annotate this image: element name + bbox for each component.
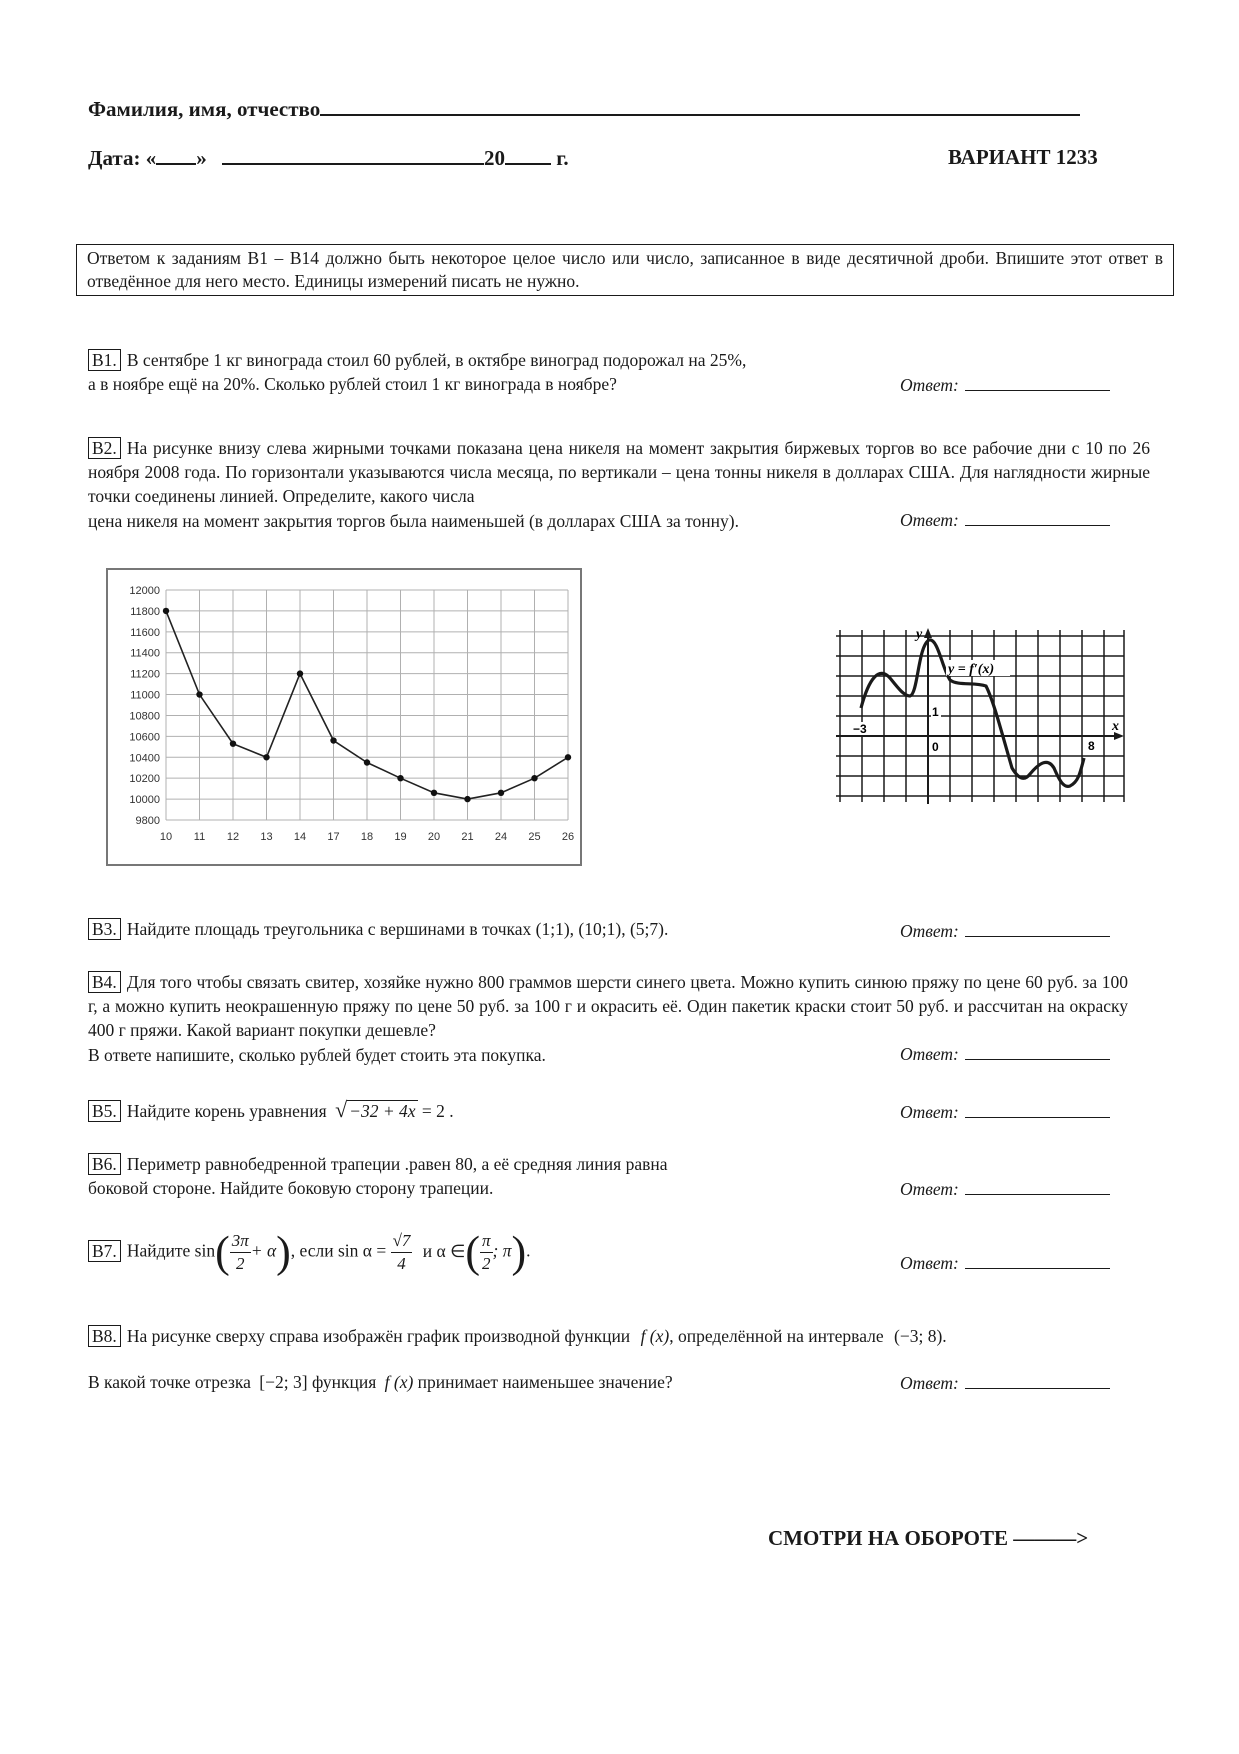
answer-b8 bbox=[900, 1372, 1110, 1394]
answer-label: Ответ: bbox=[900, 1373, 959, 1393]
task-b4 bbox=[88, 970, 1128, 1042]
b2-text: На рисунке внизу слева жирными точками показана цена никеля на момент закрытия биржевых торгов во все рабочие дни с 10 по 26 ноября 2008 года. По горизонтали указываются числа месяца, по вертикали – цена тонны никеля в долларах США. Для наглядности жирные точки соединены линией. Определите, какого числа bbox=[88, 438, 1150, 506]
paren-open: ( bbox=[215, 1227, 230, 1277]
b6-line1: Периметр равнобедренной трапеции .равен 80, а её средняя линия равна bbox=[126, 1154, 668, 1174]
task-label-b3: B3. bbox=[88, 918, 121, 940]
data-point bbox=[196, 691, 202, 697]
x-tick-label: 12 bbox=[226, 831, 240, 843]
data-point bbox=[330, 737, 336, 743]
answer-field-b1[interactable] bbox=[965, 374, 1110, 391]
nickel-price-chart bbox=[106, 568, 582, 866]
y-tick-label: 10000 bbox=[129, 794, 160, 807]
task-label-b5: B5. bbox=[88, 1100, 121, 1122]
answer-field-b8[interactable] bbox=[965, 1372, 1110, 1389]
x-tick-label: 10 bbox=[159, 831, 173, 843]
answer-field-b3[interactable] bbox=[965, 920, 1110, 937]
instruction-text: Ответом к заданиям B1 – B14 должно быть некоторое целое число или число, записанное в виде десятичной дроби. Впишите этот ответ в отведённое для него место. Единицы измерений писать не нужно. bbox=[87, 248, 1163, 291]
data-point bbox=[297, 670, 303, 676]
x-tick-label: 26 bbox=[561, 831, 575, 843]
answer-field-b4[interactable] bbox=[965, 1043, 1110, 1060]
b7-and: и α ∈ bbox=[422, 1240, 466, 1261]
graph-func-label: y = f′(x) bbox=[948, 662, 995, 677]
answer-b4 bbox=[900, 1043, 1110, 1065]
b6-line2: боковой стороне. Найдите боковую сторону трапеции. bbox=[88, 1178, 494, 1198]
data-point bbox=[531, 775, 537, 781]
b7-pi: ; π bbox=[492, 1240, 512, 1261]
y-tick-label: 10800 bbox=[129, 710, 160, 723]
x-tick-label: 24 bbox=[494, 831, 508, 843]
task-label-b7: B7. bbox=[88, 1240, 121, 1262]
y-tick-label: 11600 bbox=[130, 626, 160, 639]
answer-field-b2[interactable] bbox=[965, 509, 1110, 526]
x-tick-label: 25 bbox=[528, 831, 541, 843]
b2-last-line: цена никеля на момент закрытия торгов была наименьшей (в долларах США за тонну). bbox=[88, 511, 739, 531]
frac-num-pi: π bbox=[480, 1230, 493, 1253]
task-b7 bbox=[88, 1227, 531, 1277]
b8-line2b: функция bbox=[311, 1372, 377, 1392]
answer-b3 bbox=[900, 920, 1110, 942]
b3-text: Найдите площадь треугольника с вершинами в точках (1;1), (10;1), (5;7). bbox=[126, 919, 669, 939]
b8-line1a: На рисунке сверху справа изображён график производной функции bbox=[126, 1326, 631, 1346]
date-quote: » bbox=[196, 146, 207, 170]
task-b5 bbox=[88, 1098, 454, 1123]
graph-tick-minus3: −3 bbox=[853, 722, 867, 736]
y-tick-label: 11000 bbox=[130, 689, 160, 702]
b1-line2: а в ноябре ещё на 20%. Сколько рублей стоил 1 кг винограда в ноябре? bbox=[88, 374, 617, 394]
month-blank[interactable] bbox=[222, 145, 484, 165]
b7-end: . bbox=[526, 1240, 531, 1261]
variant-label: ВАРИАНТ 1233 bbox=[948, 145, 1098, 169]
b8-line2c: принимает наименьшее значение? bbox=[417, 1372, 673, 1392]
task-label-b1: B1. bbox=[88, 349, 121, 371]
b5-radicand: −32 + 4x bbox=[349, 1101, 416, 1121]
x-tick-label: 17 bbox=[327, 831, 340, 843]
graph-tick-8: 8 bbox=[1088, 739, 1095, 753]
graph-tick-1: 1 bbox=[932, 705, 939, 719]
b8-interval: (−3; 8). bbox=[894, 1326, 947, 1346]
paren-close: ) bbox=[276, 1227, 291, 1277]
year-blank[interactable] bbox=[505, 145, 551, 165]
data-point bbox=[464, 796, 470, 802]
data-point bbox=[565, 754, 571, 760]
year-suffix: г. bbox=[556, 146, 569, 170]
footer-note: СМОТРИ НА ОБОРОТЕ ———> bbox=[768, 1526, 1089, 1550]
y-tick-label: 10600 bbox=[129, 731, 160, 744]
b4-last-line: В ответе напишите, сколько рублей будет стоить эта покупка. bbox=[88, 1045, 546, 1065]
b7-plus-alpha: + α bbox=[250, 1240, 277, 1261]
data-point bbox=[163, 608, 169, 614]
data-point bbox=[364, 759, 370, 765]
y-tick-label: 11400 bbox=[130, 647, 160, 660]
y-tick-label: 11200 bbox=[130, 668, 160, 681]
fraction-3pi-2 bbox=[230, 1230, 251, 1275]
b8-fx: f (x) bbox=[640, 1326, 670, 1346]
task-b2 bbox=[88, 436, 1150, 508]
fio-label: Фамилия, имя, отчество bbox=[88, 97, 321, 121]
date-row bbox=[88, 145, 569, 171]
b5-text: Найдите корень уравнения bbox=[126, 1101, 327, 1121]
fraction-sqrt7-4 bbox=[391, 1230, 413, 1275]
graph-grid bbox=[836, 630, 1124, 802]
frac-den-2b: 2 bbox=[482, 1254, 491, 1273]
data-point bbox=[498, 790, 504, 796]
answer-b7 bbox=[900, 1252, 1110, 1274]
frac-num-sqrt7: √7 bbox=[391, 1230, 413, 1253]
answer-label: Ответ: bbox=[900, 1253, 959, 1273]
x-tick-label: 20 bbox=[427, 831, 441, 843]
answer-label: Ответ: bbox=[900, 1102, 959, 1122]
frac-den-4: 4 bbox=[397, 1254, 406, 1273]
task-label-b6: B6. bbox=[88, 1153, 121, 1175]
y-tick-label: 10200 bbox=[129, 773, 160, 786]
day-blank[interactable] bbox=[156, 145, 196, 165]
chart-frame bbox=[107, 569, 581, 865]
task-label-b2: B2. bbox=[88, 437, 121, 459]
answer-label: Ответ: bbox=[900, 1044, 959, 1064]
fraction-pi-2 bbox=[480, 1230, 493, 1275]
x-tick-label: 13 bbox=[260, 831, 273, 843]
data-point bbox=[397, 775, 403, 781]
y-tick-label: 11800 bbox=[130, 605, 160, 618]
b4-text: Для того чтобы связать свитер, хозяйке нужно 800 граммов шерсти синего цвета. Можно купить синюю пряжу по цене 60 руб. за 100 г, а можно купить неокрашенную пряжу по цене 50 руб. за 100 г и окрасить её. Один пакетик краски стоит 50 руб. и рассчитан на окраску 400 г пряжи. Какой вариант покупки дешевле? bbox=[88, 972, 1128, 1040]
b8-fx-2: f (x) bbox=[384, 1372, 414, 1392]
task-b8-line2 bbox=[88, 1370, 673, 1394]
y-tick-label: 9800 bbox=[135, 815, 160, 827]
b5-rhs: = 2 . bbox=[421, 1101, 454, 1121]
answer-b1 bbox=[900, 374, 1110, 396]
task-b3 bbox=[88, 917, 668, 941]
x-tick-label: 11 bbox=[193, 831, 206, 843]
graph-y-label: y bbox=[916, 627, 923, 642]
answer-b6 bbox=[900, 1178, 1110, 1200]
date-label: Дата: « bbox=[88, 146, 157, 170]
sqrt-sign: √ bbox=[335, 1097, 348, 1122]
x-tick-label: 19 bbox=[394, 831, 407, 843]
answer-label: Ответ: bbox=[900, 921, 959, 941]
paren-open-2: ( bbox=[465, 1227, 480, 1277]
task-b6 bbox=[88, 1152, 667, 1200]
graph-tick-0: 0 bbox=[932, 740, 939, 754]
paren-close-2: ) bbox=[511, 1227, 527, 1277]
instruction-box bbox=[76, 244, 1174, 296]
y-tick-label: 12000 bbox=[129, 585, 160, 597]
fio-row bbox=[88, 96, 1080, 122]
x-tick-label: 18 bbox=[360, 831, 374, 843]
b8-segment: [−2; 3] bbox=[259, 1372, 308, 1392]
frac-num-3pi: 3π bbox=[230, 1230, 251, 1253]
fio-blank[interactable] bbox=[320, 96, 1080, 116]
frac-den-2: 2 bbox=[236, 1254, 245, 1273]
y-axis-arrow bbox=[924, 628, 932, 638]
data-point bbox=[230, 740, 236, 746]
x-tick-label: 21 bbox=[461, 831, 474, 843]
task-label-b4: B4. bbox=[88, 971, 121, 993]
task-label-b8: B8. bbox=[88, 1325, 121, 1347]
b1-line1: В сентябре 1 кг винограда стоил 60 рублей, в октябре виноград подорожал на 25%, bbox=[126, 350, 747, 370]
answer-label: Ответ: bbox=[900, 510, 959, 530]
answer-field-b7[interactable] bbox=[965, 1252, 1110, 1269]
derivative-graph bbox=[834, 626, 1126, 808]
answer-field-b6[interactable] bbox=[965, 1178, 1110, 1195]
answer-label: Ответ: bbox=[900, 1179, 959, 1199]
answer-label: Ответ: bbox=[900, 375, 959, 395]
answer-b2 bbox=[900, 509, 1110, 531]
answer-field-b5[interactable] bbox=[965, 1101, 1110, 1118]
b7-if: , если sin α = bbox=[290, 1240, 387, 1261]
task-b8-line1 bbox=[88, 1324, 947, 1348]
x-tick-label: 14 bbox=[293, 831, 307, 843]
y-tick-label: 10400 bbox=[129, 752, 160, 765]
b8-line2a: В какой точке отрезка bbox=[88, 1372, 251, 1392]
year-prefix: 20 bbox=[483, 146, 505, 170]
graph-x-label: x bbox=[1112, 719, 1119, 734]
b8-line1b: , определённой на интервале bbox=[669, 1326, 884, 1346]
data-point bbox=[431, 790, 437, 796]
data-point bbox=[263, 754, 269, 760]
b7-find: Найдите sin bbox=[126, 1240, 216, 1261]
answer-b5 bbox=[900, 1101, 1110, 1123]
